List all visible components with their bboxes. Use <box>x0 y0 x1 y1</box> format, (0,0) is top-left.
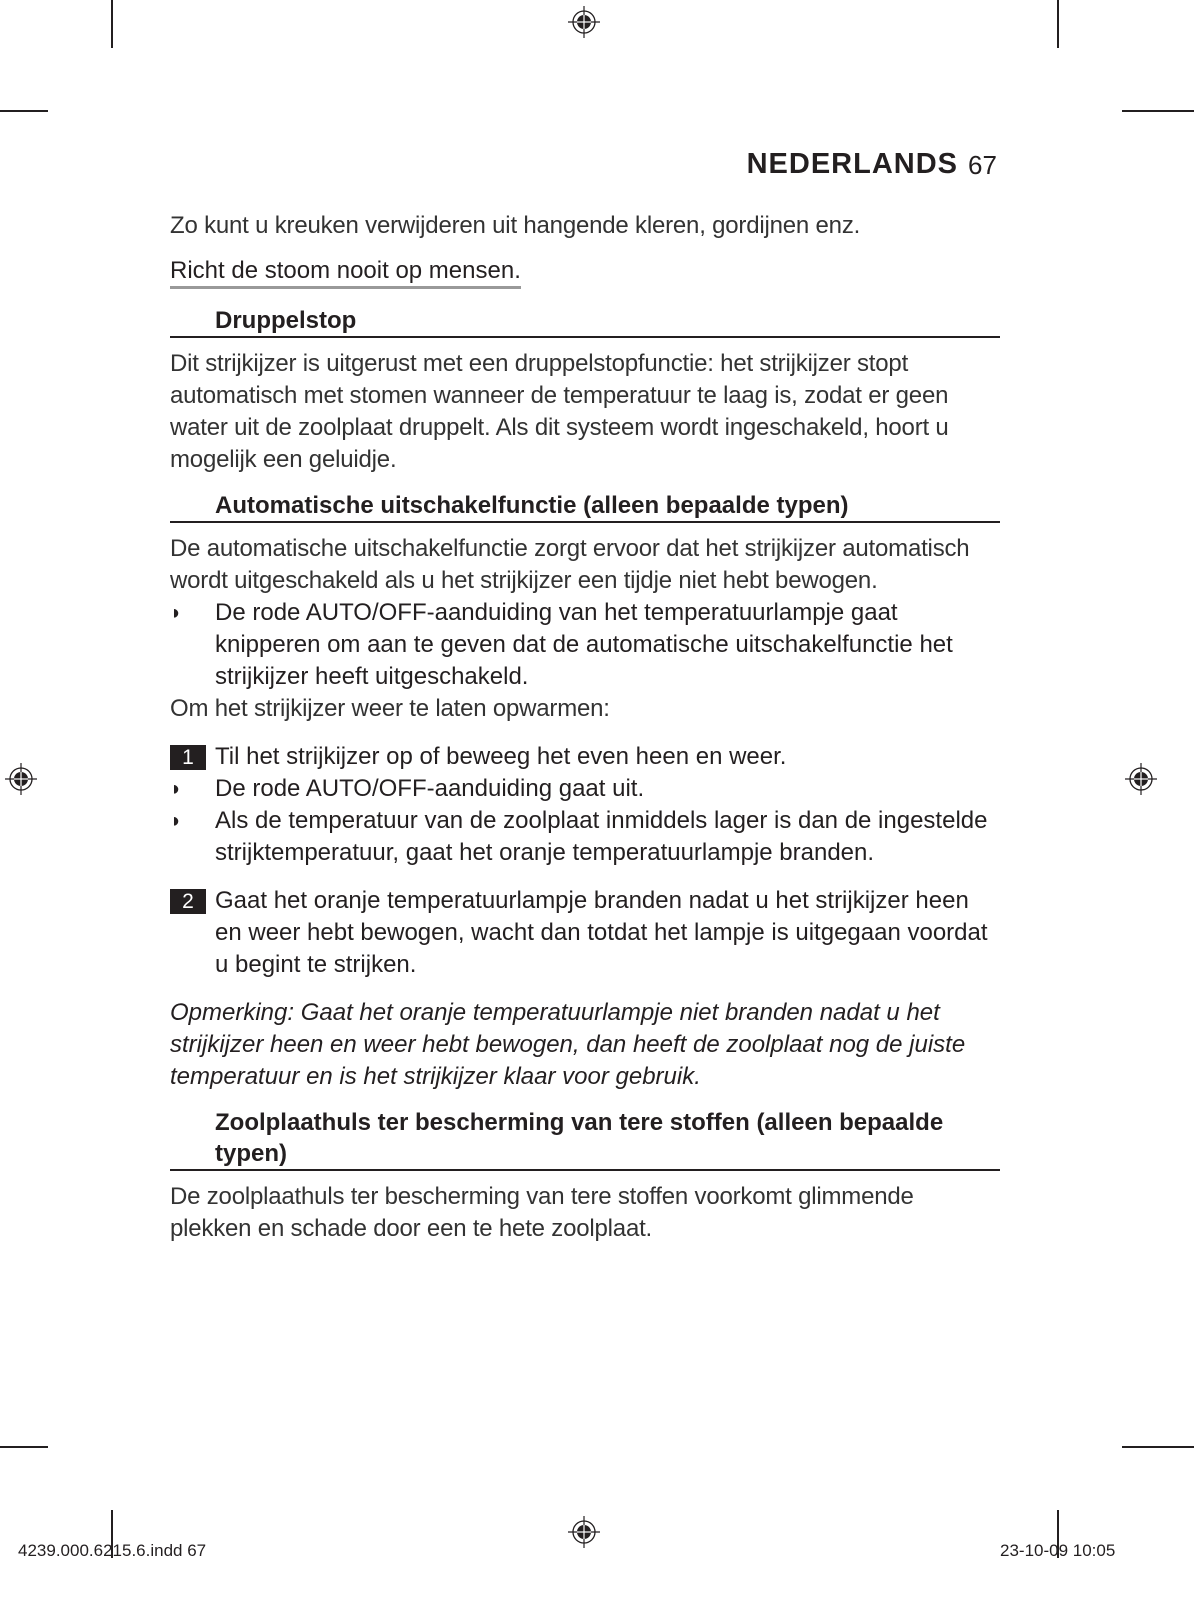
druppelstop-body: Dit strijkijzer is uitgerust met een druppelstopfunctie: het strijkijzer stopt automatisch met stomen wanneer de temperatuur te laag is, zodat er geen water uit de zoolplaat druppelt. Als dit systeem wordt ingeschakeld, hoort u mogelijk een geluidje. <box>170 350 949 473</box>
registration-mark-icon <box>567 1515 601 1549</box>
crop-mark <box>0 110 48 112</box>
step-text: Til het strijkijzer op of beweeg het even heen en weer. <box>215 743 787 770</box>
registration-mark-icon <box>1124 762 1158 796</box>
page-content <box>170 210 1000 1245</box>
registration-mark-icon <box>567 5 601 39</box>
crop-mark <box>0 1446 48 1448</box>
crop-mark <box>111 0 113 48</box>
step-item <box>170 885 1000 981</box>
heading-auto-off: Automatische uitschakelfunctie (alleen bepaalde typen) <box>170 490 1000 523</box>
bullet-icon: ◗ <box>170 602 183 624</box>
registration-mark-icon <box>4 762 38 796</box>
bullet-text: De rode AUTO/OFF-aanduiding van het temperatuurlampje gaat knipperen om aan te geven dat de automatische uitschakelfunctie het strijkijzer heeft uitgeschakeld. <box>215 599 953 690</box>
bullet-icon: ◗ <box>170 778 183 800</box>
bullet-text: De rode AUTO/OFF-aanduiding gaat uit. <box>215 775 645 802</box>
section-language-title: NEDERLANDS <box>746 148 958 180</box>
step-number-badge: 1 <box>170 745 206 770</box>
bullet-item <box>170 773 1000 805</box>
step-text: Gaat het oranje temperatuurlampje branden nadat u het strijkijzer heen en weer hebt bewogen, wacht dan totdat het lampje is uitgegaan voordat u begint te strijken. <box>215 887 988 978</box>
crop-mark <box>1122 1446 1194 1448</box>
reheat-intro: Om het strijkijzer weer te laten opwarmen: <box>170 695 610 722</box>
crop-mark <box>1122 110 1194 112</box>
crop-mark <box>1057 0 1059 48</box>
step-item <box>170 741 1000 773</box>
step-number-badge: 2 <box>170 889 206 914</box>
note-paragraph: Opmerking: Gaat het oranje temperatuurlampje niet branden nadat u het strijkijzer heen en weer hebt bewogen, dan heeft de zoolplaat nog de juiste temperatuur en is het strijkijzer klaar voor gebruik. <box>170 999 966 1090</box>
page-number: 67 <box>968 150 997 180</box>
bullet-item <box>170 805 1000 869</box>
intro-paragraph: Zo kunt u kreuken verwijderen uit hangende kleren, gordijnen enz. <box>170 212 861 239</box>
bullet-icon: ◗ <box>170 810 183 832</box>
warning-text: Richt de stoom nooit op mensen. <box>170 256 521 289</box>
heading-soleplate-cover: Zoolplaathuls ter bescherming van tere stoffen (alleen bepaalde typen) <box>170 1107 1000 1171</box>
bullet-text: Als de temperatuur van de zoolplaat inmiddels lager is dan de ingestelde strijktemperatuur, gaat het oranje temperatuurlampje branden. <box>215 807 988 866</box>
heading-druppelstop: Druppelstop <box>170 305 1000 338</box>
print-datetime: 23-10-09 10:05 <box>1000 1541 1116 1560</box>
auto-off-body: De automatische uitschakelfunctie zorgt ervoor dat het strijkijzer automatisch wordt uitgeschakeld als u het strijkijzer een tijdje niet hebt bewogen. <box>170 535 970 594</box>
file-slug: 4239.000.6215.6.indd 67 <box>18 1541 207 1560</box>
soleplate-cover-body: De zoolplaathuls ter bescherming van tere stoffen voorkomt glimmende plekken en schade door een te hete zoolplaat. <box>170 1183 914 1242</box>
bullet-item <box>170 597 1000 693</box>
